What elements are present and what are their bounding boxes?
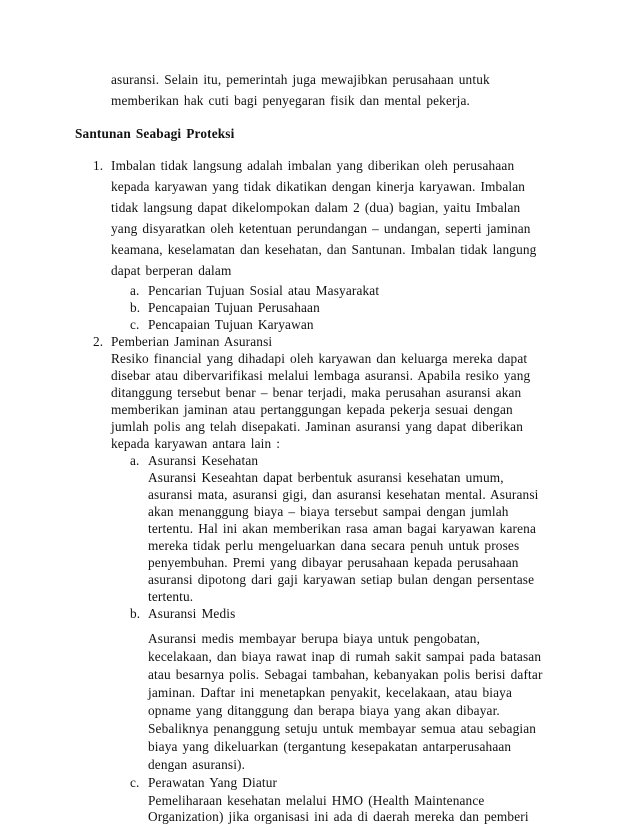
sub-title: Perawatan Yang Diatur: [148, 775, 278, 790]
paragraph-line: tertentu.: [148, 589, 194, 604]
sub-letter: c.: [130, 775, 140, 790]
paragraph-line: Imbalan tidak langsung adalah imbalan yang diberikan oleh perusahaan: [111, 158, 515, 173]
paragraph-line: Pemeliharaan kesehatan melalui HMO (Health Maintenance: [148, 793, 485, 808]
sub-item-text: Pencarian Tujuan Sosial atau Masyarakat: [148, 283, 380, 298]
sub-letter: b.: [130, 606, 141, 621]
paragraph-line: Organization) jika organisasi ini ada di daerah mereka dan pemberi: [148, 809, 529, 824]
list-number: 2.: [93, 334, 104, 349]
sub-item-text: Pencapaian Tujuan Perusahaan: [148, 300, 320, 315]
intro-line: memberikan hak cuti bagi penyegaran fisik dan mental pekerja.: [111, 93, 470, 108]
sub-letter: c.: [130, 317, 140, 332]
paragraph-line: yang disyaratkan oleh ketentuan perundangan – undangan, seperti jaminan: [111, 221, 531, 236]
paragraph-line: keamana, keselamatan dan kesehatan, dan Santunan. Imbalan tidak langung: [111, 242, 537, 257]
item-title: Pemberian Jaminan Asuransi: [111, 334, 273, 349]
paragraph-line: disebar atau dibervarifikasi melalui lembaga asuransi. Apabila resiko yang: [111, 368, 531, 383]
list-number: 1.: [93, 158, 104, 173]
sub-letter: b.: [130, 300, 141, 315]
paragraph-line: penyembuhan. Premi yang dibayar perusahaan kepada perusahaan: [148, 555, 519, 570]
paragraph-line: biaya yang dikeluarkan (tergantung kesepakatan antarperusahaan: [148, 739, 512, 754]
paragraph-line: Asuransi medis membayar berupa biaya untuk pengobatan,: [148, 631, 481, 646]
paragraph-line: atau besarnya polis. Sebagai tambahan, kebanyakan polis berisi daftar: [148, 667, 543, 682]
paragraph-line: Asuransi Keseahtan dapat berbentuk asuransi kesehatan umum,: [148, 470, 504, 485]
paragraph-line: mereka tidak perlu mengeluarkan dana secara penuh untuk proses: [148, 538, 520, 553]
sub-letter: a.: [130, 453, 140, 468]
sub-letter: a.: [130, 283, 140, 298]
sub-title: Asuransi Medis: [148, 606, 236, 621]
paragraph-line: asuransi dipotong dari gaji karyawan setiap bulan dengan persentase: [148, 572, 535, 587]
paragraph-line: Sebaliknya penanggung setuju untuk membayar semua atau sebagian: [148, 721, 537, 736]
paragraph-line: tertentu. Hal ini akan memberikan rasa aman bagai karyawan karena: [148, 521, 537, 536]
paragraph-line: ditanggung tersebut benar – benar terjadi, maka perusahan asuransi akan: [111, 385, 522, 400]
paragraph-line: memberikan jaminan atau pertanggungan kepada pekerja sesuai dengan: [111, 402, 513, 417]
intro-line: asuransi. Selain itu, pemerintah juga mewajibkan perusahaan untuk: [111, 72, 490, 87]
paragraph-line: jaminan. Daftar ini menetapkan penyakit, kecelakaan, atau biaya: [148, 685, 513, 700]
paragraph-line: kecelakaan, dan biaya rawat inap di rumah sakit sampai pada batasan: [148, 649, 542, 664]
paragraph-line: dengan asuransi).: [148, 757, 246, 772]
paragraph-line: Resiko financial yang dihadapi oleh karyawan dan keluarga mereka dapat: [111, 351, 528, 366]
paragraph-line: asuransi mata, asuransi gigi, dan asuransi kesehatan mental. Asuransi: [148, 487, 539, 502]
paragraph-line: dapat berperan dalam: [111, 263, 232, 278]
sub-title: Asuransi Kesehatan: [148, 453, 259, 468]
paragraph-line: kepada karyawan yang tidak dikatikan dengan kinerja karyawan. Imbalan: [111, 179, 526, 194]
paragraph-line: kepada karyawan antara lain :: [111, 436, 281, 451]
paragraph-line: jumlah polis ang telah disepakati. Jaminan asuransi yang dapat diberikan: [111, 419, 524, 434]
paragraph-line: opname yang ditanggung dan berapa biaya yang akan dibayar.: [148, 703, 500, 718]
sub-item-text: Pencapaian Tujuan Karyawan: [148, 317, 314, 332]
paragraph-line: akan menanggung biaya – biaya tersebut sampai dengan jumlah: [148, 504, 509, 519]
section-heading: Santunan Seabagi Proteksi: [75, 126, 235, 141]
paragraph-line: tidak langsung dapat dikelompokan dalam 2 (dua) bagian, yaitu Imbalan: [111, 200, 521, 215]
